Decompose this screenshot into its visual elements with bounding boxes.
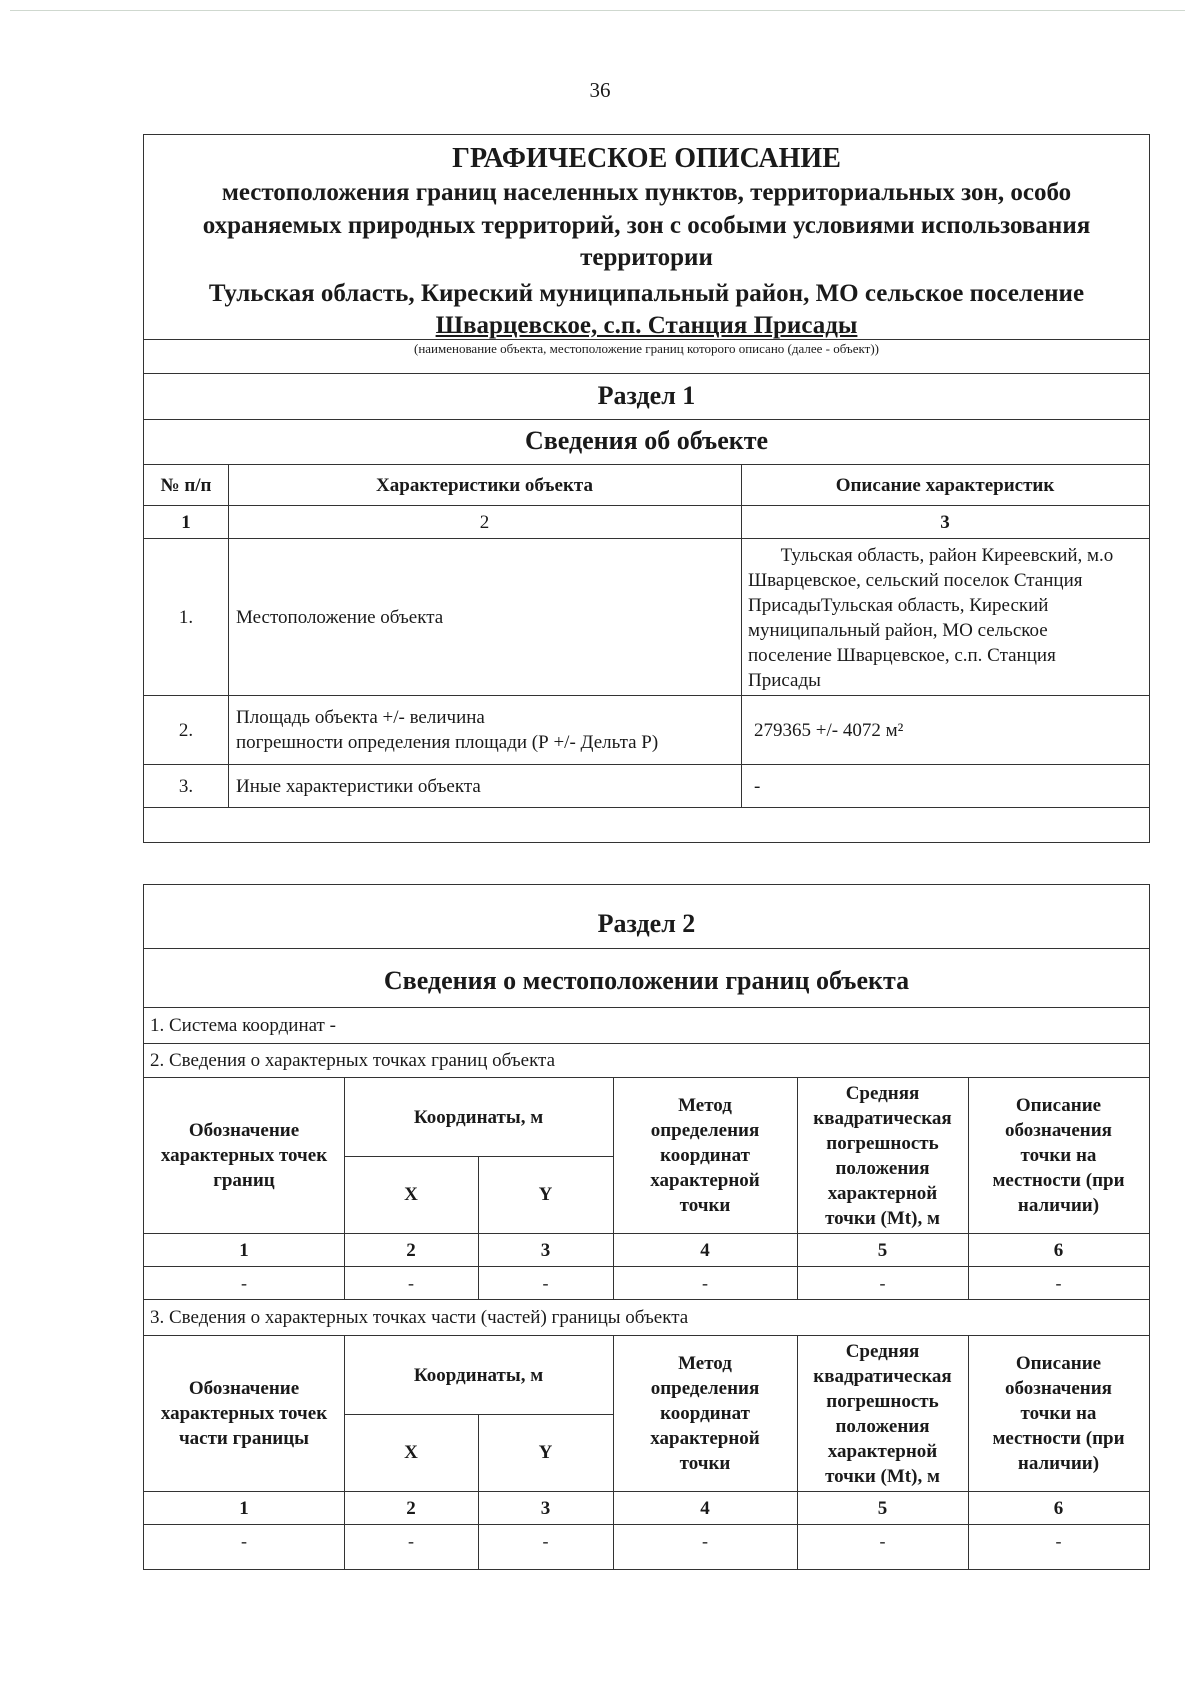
parts-header-x: X: [404, 1442, 418, 1463]
points-row-cell-6: -: [1055, 1272, 1062, 1293]
header-designation-line-2: характерных точек: [160, 1145, 328, 1166]
row2-name: [236, 705, 736, 755]
parts-row-cell-6: -: [1055, 1530, 1062, 1551]
section2-block: [143, 884, 1150, 1570]
page-number: 36: [589, 78, 611, 102]
header-error-line-3: погрешность: [826, 1132, 939, 1154]
points-colnum-2: 2: [406, 1239, 416, 1261]
parts-error-line-5: характерной: [827, 1440, 938, 1462]
parts-desc-line-4: местности (при: [992, 1428, 1125, 1449]
parts-row-cell-1: -: [241, 1530, 247, 1551]
points-row-cell-3: -: [542, 1272, 549, 1293]
header-error-line-2: квадратическая: [813, 1107, 952, 1129]
document-title: ГРАФИЧЕСКОЕ ОПИСАНИЕ: [452, 143, 841, 174]
header-error-line-6: точки (Mt), м: [825, 1207, 940, 1229]
parts-colnum-5: 5: [877, 1497, 888, 1519]
points-colnum-6: 6: [1053, 1239, 1064, 1261]
col-header-num: № п/п: [160, 474, 212, 496]
header-designation-line-3: границ: [213, 1170, 275, 1191]
row1-desc-line-6: Присады: [748, 670, 821, 691]
points-row-cell-4: -: [702, 1272, 708, 1293]
header-method-line-4: характерной: [650, 1170, 760, 1191]
parts-method-line-3: координат: [660, 1403, 750, 1424]
points-row-cell-1: -: [241, 1272, 247, 1293]
col-header-characteristics: Характеристики объекта: [376, 474, 593, 496]
points-colnum-5: 5: [877, 1239, 888, 1261]
parts-colnum-6: 6: [1053, 1497, 1064, 1519]
header-desc-line-4: местности (при: [992, 1170, 1125, 1191]
parts-error-line-3: погрешность: [826, 1390, 939, 1412]
header-method-line-2: определения: [650, 1120, 760, 1141]
points-header-description: [968, 1078, 1149, 1233]
row1-desc-line-3: ПрисадыТульская область, Киреский: [748, 595, 1049, 616]
row1-num: 1.: [178, 606, 194, 628]
parts-row-cell-5: -: [879, 1530, 886, 1551]
parts-row-cell-4: -: [702, 1530, 708, 1551]
section1-block: [143, 134, 1150, 843]
coord-system: 1. Система координат -: [150, 1015, 336, 1036]
col-number-3: 3: [940, 511, 950, 533]
points-colnum-3: 3: [540, 1239, 551, 1261]
section2-title: Раздел 2: [597, 909, 696, 938]
col-number-1: 1: [181, 511, 191, 533]
row1-name: Местоположение объекта: [236, 606, 444, 628]
parts-error-line-2: квадратическая: [813, 1365, 952, 1387]
parts-header-coords: Координаты, м: [413, 1364, 544, 1386]
col-header-description: Описание характеристик: [835, 474, 1055, 496]
object-name-line-2: Шварцевское, с.п. Станция Присады: [435, 312, 858, 339]
section2-subtitle: Сведения о местоположении границ объекта: [383, 966, 910, 995]
parts-row-cell-3: -: [542, 1530, 549, 1551]
row1-desc-line-2: Шварцевское, сельский поселок Станция: [748, 570, 1083, 591]
header-error-line-1: Средняя: [845, 1082, 920, 1104]
header-method-line-1: Метод: [678, 1095, 732, 1116]
parts-method-line-1: Метод: [678, 1353, 732, 1374]
row3-name: Иные характеристики объекта: [236, 775, 481, 797]
header-desc-line-3: точки на: [1020, 1145, 1097, 1166]
parts-header-method: [613, 1336, 797, 1491]
row1-desc-line-5: поселение Шварцевское, с.п. Станция: [748, 645, 1056, 666]
header-method-line-5: точки: [679, 1195, 731, 1216]
points-header-method: [613, 1078, 797, 1233]
points-header-error: [797, 1078, 968, 1233]
parts-desc-line-1: Описание: [1015, 1353, 1102, 1374]
top-rule: [10, 10, 1185, 11]
parts-desc-line-3: точки на: [1020, 1403, 1097, 1424]
subtitle-line-2: охраняемых природных территорий, зон с особыми условиями использования: [202, 212, 1091, 239]
parts-error-line-6: точки (Mt), м: [825, 1465, 940, 1487]
object-name-line-1: Тульская область, Киреский муниципальный район, МО сельское поселение: [208, 280, 1085, 307]
section1-subtitle: Сведения об объекте: [524, 426, 769, 455]
parts-header-error: [797, 1336, 968, 1491]
section1-title: Раздел 1: [597, 381, 696, 410]
parts-header-designation: [144, 1336, 344, 1491]
parts-colnum-1: 1: [239, 1497, 249, 1519]
row1-desc-line-4: муниципальный район, МО сельское: [748, 620, 1048, 641]
parts-colnum-2: 2: [406, 1497, 416, 1519]
parts-header-y: Y: [538, 1442, 553, 1463]
row2-name-line-2: погрешности определения площади (Р +/- Дельта Р): [236, 732, 659, 753]
parts-method-line-5: точки: [679, 1453, 731, 1474]
parts-error-line-4: положения: [835, 1415, 930, 1437]
header-desc-line-2: обозначения: [1005, 1120, 1112, 1141]
parts-desc-line-2: обозначения: [1005, 1378, 1112, 1399]
points-header-y: Y: [538, 1184, 553, 1205]
row3-num: 3.: [178, 775, 194, 797]
points-colnum-1: 1: [239, 1239, 249, 1261]
subtitle-line-1: местоположения границ населенных пунктов, территориальных зон, особо: [221, 179, 1072, 206]
points-title: 2. Сведения о характерных точках границ объекта: [150, 1050, 556, 1071]
object-caption: (наименование объекта, местоположение границ которого описано (далее - объект)): [414, 341, 879, 356]
points-colnum-4: 4: [700, 1239, 710, 1261]
header-desc-line-1: Описание: [1015, 1095, 1102, 1116]
row1-description: [748, 543, 1146, 693]
parts-designation-line-1: Обозначение: [188, 1378, 300, 1399]
parts-title: 3. Сведения о характерных точках части (частей) границы объекта: [150, 1307, 689, 1328]
points-row-cell-5: -: [879, 1272, 886, 1293]
header-designation-line-1: Обозначение: [188, 1120, 300, 1141]
points-header-coords: Координаты, м: [413, 1106, 544, 1128]
parts-row-cell-2: -: [408, 1530, 414, 1551]
points-header-x: X: [404, 1184, 418, 1205]
header-method-line-3: координат: [660, 1145, 750, 1166]
row3-description: -: [754, 775, 761, 797]
subtitle-line-3: территории: [580, 244, 713, 271]
parts-colnum-3: 3: [540, 1497, 551, 1519]
row2-num: 2.: [178, 719, 194, 741]
row2-name-line-1: Площадь объекта +/- величина: [236, 707, 485, 728]
points-row-cell-2: -: [408, 1272, 414, 1293]
parts-desc-line-5: наличии): [1017, 1453, 1100, 1474]
row2-description: 279365 +/- 4072 м²: [754, 719, 904, 741]
parts-method-line-4: характерной: [650, 1428, 760, 1449]
parts-header-description: [968, 1336, 1149, 1491]
header-desc-line-5: наличии): [1017, 1195, 1100, 1216]
row1-desc-line-1: Тульская область, район Киреевский, м.о: [780, 545, 1114, 566]
parts-colnum-4: 4: [700, 1497, 710, 1519]
parts-error-line-1: Средняя: [845, 1340, 920, 1362]
header-error-line-5: характерной: [827, 1182, 938, 1204]
header-error-line-4: положения: [835, 1157, 930, 1179]
parts-designation-line-2: характерных точек: [160, 1403, 328, 1424]
col-number-2: 2: [479, 511, 490, 533]
points-header-designation: [144, 1078, 344, 1233]
parts-designation-line-3: части границы: [178, 1428, 310, 1449]
parts-method-line-2: определения: [650, 1378, 760, 1399]
